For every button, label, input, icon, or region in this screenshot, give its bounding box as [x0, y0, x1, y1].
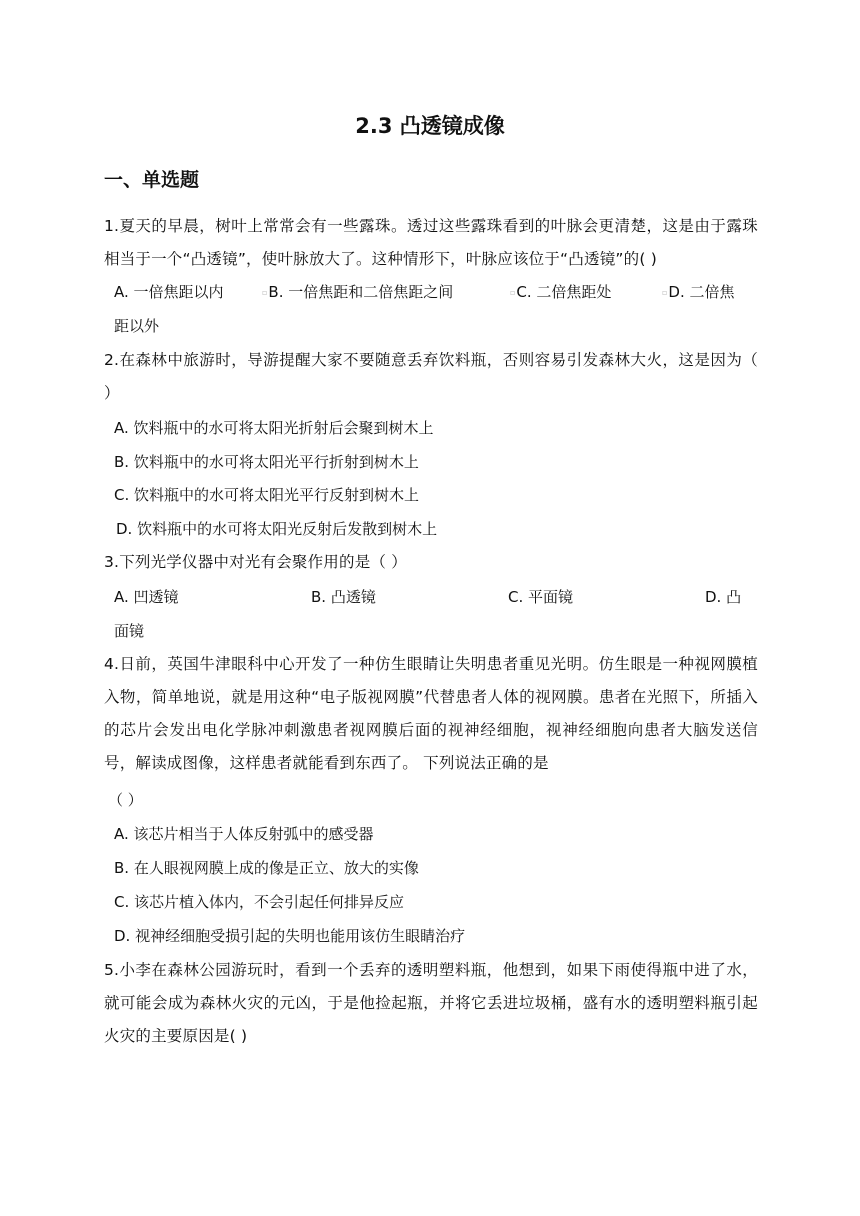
q4-option-a: A. 该芯片相当于人体反射弧中的感受器 — [114, 825, 374, 843]
q1-option-c: ▫C. 二倍焦距处 — [510, 283, 612, 301]
q4-option-d: D. 视神经细胞受损引起的失明也能用该仿生眼睛治疗 — [114, 927, 466, 945]
q3-option-c: C. 平面镜 — [508, 588, 574, 606]
question-2-stem: 2.在森林中旅游时，导游提醒大家不要随意丢弃饮料瓶，否则容易引发森林大火，这是因为（ ） — [104, 351, 758, 402]
q4-answer-paren: （ ） — [108, 791, 143, 809]
section-heading: 一、单选题 — [104, 169, 200, 191]
q4-option-b: B. 在人眼视网膜上成的像是正立、放大的实像 — [114, 859, 419, 877]
option-marker-icon: ▫ — [510, 288, 516, 297]
page-title: 2.3 凸透镜成像 — [355, 114, 505, 138]
q3-option-d: D. 凸 — [705, 588, 742, 606]
q2-option-b: B. 饮料瓶中的水可将太阳光平行折射到树木上 — [114, 453, 419, 471]
question-3-stem: 3.下列光学仪器中对光有会聚作用的是（ ） — [104, 553, 407, 571]
question-1-stem: 1.夏天的早晨，树叶上常常会有一些露珠。透过这些露珠看到的叶脉会更清楚，这是由于露珠相当于一个“凸透镜”，使叶脉放大了。这种情形下，叶脉应该位于“凸透镜”的( ) — [104, 217, 758, 268]
q2-option-c: C. 饮料瓶中的水可将太阳光平行反射到树木上 — [114, 486, 420, 504]
q1-option-b: ▫B. 一倍焦距和二倍焦距之间 — [262, 283, 454, 301]
q2-option-d: D. 饮料瓶中的水可将太阳光反射后发散到树木上 — [116, 520, 438, 538]
option-marker-icon: ▫ — [262, 288, 268, 297]
q1-option-a: A. 一倍焦距以内 — [114, 283, 224, 301]
q3-option-b: B. 凸透镜 — [311, 588, 376, 606]
q2-option-a: A. 饮料瓶中的水可将太阳光折射后会聚到树木上 — [114, 419, 434, 437]
q1-option-d: ▫D. 二倍焦 — [662, 283, 735, 301]
q4-option-c: C. 该芯片植入体内，不会引起任何排异反应 — [114, 893, 405, 911]
question-5-stem: 5.小李在森林公园游玩时，看到一个丢弃的透明塑料瓶，他想到，如果下雨使得瓶中进了水，就可能会成为森林火灾的元凶，于是他捡起瓶，并将它丢进垃圾桶，盛有水的透明塑料瓶引起火灾的主要原因是( ) — [104, 961, 758, 1045]
q1-option-d-continued: 距以外 — [114, 317, 160, 335]
q3-option-a: A. 凹透镜 — [114, 588, 179, 606]
option-marker-icon: ▫ — [662, 288, 668, 297]
question-4-stem: 4.日前，英国牛津眼科中心开发了一种仿生眼睛让失明患者重见光明。仿生眼是一种视网膜植入物，简单地说，就是用这种“电子版视网膜”代替患者人体的视网膜。患者在光照下，所插入的芯片会发出电化学脉冲刺激患者视网膜后面的视神经细胞，视神经细胞向患者大脑发送信号，解读成图像，这样患者就能看到东西了。 下列说法正确的是 — [104, 655, 758, 772]
q3-option-d-continued: 面镜 — [114, 622, 145, 640]
